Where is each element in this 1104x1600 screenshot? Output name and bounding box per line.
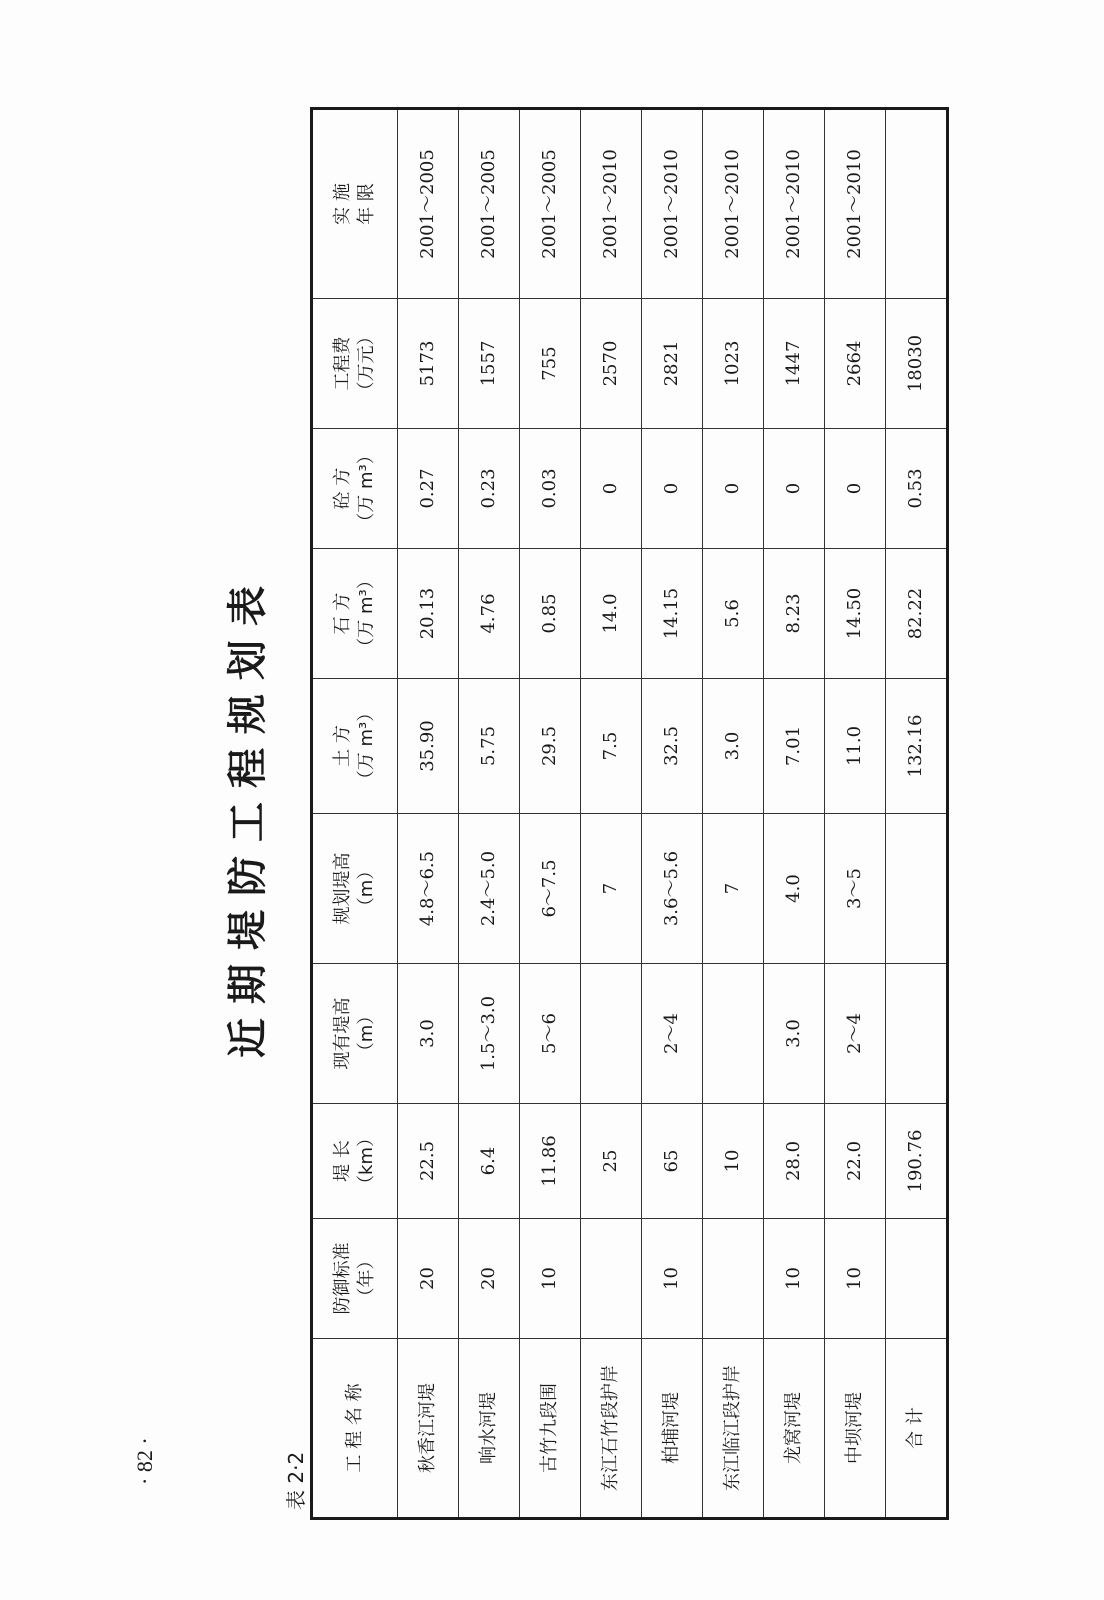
table-cell [886, 964, 948, 1104]
table-cell: 2001～2010 [703, 109, 764, 299]
project-name-cell: 中坝河堤 [825, 1339, 886, 1519]
table-cell: 2570 [581, 299, 642, 429]
table-cell: 1023 [703, 299, 764, 429]
table-cell: 29.5 [520, 679, 581, 814]
rotated-table-group [220, 110, 950, 1520]
project-name-cell: 东江石竹段护岸 [581, 1339, 642, 1519]
project-name-cell: 古竹九段围 [520, 1339, 581, 1519]
table-cell: 5.75 [459, 679, 520, 814]
project-name-cell: 合 计 [886, 1339, 948, 1519]
table-cell: 10 [764, 1219, 825, 1339]
table-cell: 11.86 [520, 1104, 581, 1219]
table-cell: 10 [825, 1219, 886, 1339]
levee-plan-table [310, 107, 949, 1520]
table-cell: 3.0 [398, 964, 459, 1104]
table-cell: 5.6 [703, 549, 764, 679]
table-cell: 190.76 [886, 1104, 948, 1219]
table-cell: 0.23 [459, 429, 520, 549]
table-cell: 14.15 [642, 549, 703, 679]
table-row [459, 109, 520, 1519]
table-cell: 3～5 [825, 814, 886, 964]
header-stonework: 石 方 （万 m³） [312, 549, 398, 679]
header-planned-height: 规划堤高 （m） [312, 814, 398, 964]
table-cell: 8.23 [764, 549, 825, 679]
table-row [825, 109, 886, 1519]
table-cell: 14.0 [581, 549, 642, 679]
table-cell: 2001～2010 [642, 109, 703, 299]
table-cell: 0.85 [520, 549, 581, 679]
table-cell: 20 [398, 1219, 459, 1339]
project-name-cell: 响水河堤 [459, 1339, 520, 1519]
table-cell: 2～4 [642, 964, 703, 1104]
table-cell: 5～6 [520, 964, 581, 1104]
table-cell: 132.16 [886, 679, 948, 814]
table-cell: 11.0 [825, 679, 886, 814]
table-cell: 6.4 [459, 1104, 520, 1219]
header-defense-standard: 防御标准 （年） [312, 1219, 398, 1339]
project-name-cell: 东江临江段护岸 [703, 1339, 764, 1519]
table-cell: 3.0 [764, 964, 825, 1104]
table-cell: 2001～2005 [459, 109, 520, 299]
table-cell: 6～7.5 [520, 814, 581, 964]
table-cell: 0 [581, 429, 642, 549]
page-title: 近期堤防工程规划表 [225, 572, 271, 1058]
project-name-cell: 秋香江河堤 [398, 1339, 459, 1519]
table-row [581, 109, 642, 1519]
table-cell: 0 [825, 429, 886, 549]
table-cell: 22.5 [398, 1104, 459, 1219]
table-cell: 755 [520, 299, 581, 429]
table-cell [581, 1219, 642, 1339]
table-cell: 28.0 [764, 1104, 825, 1219]
table-cell: 1447 [764, 299, 825, 429]
table-cell: 3.6～5.6 [642, 814, 703, 964]
table-cell: 2001～2010 [764, 109, 825, 299]
project-name-cell: 柏埔河堤 [642, 1339, 703, 1519]
table-cell: 25 [581, 1104, 642, 1219]
header-current-height: 现有堤高 （m） [312, 964, 398, 1104]
table-cell: 20 [459, 1219, 520, 1339]
table-cell: 20.13 [398, 549, 459, 679]
table-cell: 1557 [459, 299, 520, 429]
header-cost: 工程费 （万元） [312, 299, 398, 429]
page-number: · 82 · [132, 1437, 157, 1485]
table-row [520, 109, 581, 1519]
table-cell: 2821 [642, 299, 703, 429]
total-row [886, 109, 948, 1519]
table-row [703, 109, 764, 1519]
table-cell [703, 1219, 764, 1339]
table-cell: 82.22 [886, 549, 948, 679]
header-levee-length: 堤 长 （km） [312, 1104, 398, 1219]
table-cell: 2～4 [825, 964, 886, 1104]
table-cell: 7 [581, 814, 642, 964]
table-cell: 0.27 [398, 429, 459, 549]
table-cell [886, 814, 948, 964]
table-cell: 2001～2010 [825, 109, 886, 299]
table-cell: 4.76 [459, 549, 520, 679]
table-cell: 1.5～3.0 [459, 964, 520, 1104]
table-cell: 7 [703, 814, 764, 964]
project-name-cell: 龙窝河堤 [764, 1339, 825, 1519]
table-cell: 0 [703, 429, 764, 549]
table-label: 表 2·2 [284, 1451, 308, 1510]
table-cell: 5173 [398, 299, 459, 429]
table-cell: 10 [703, 1104, 764, 1219]
table-header-row [312, 109, 398, 1519]
table-cell: 10 [520, 1219, 581, 1339]
table-row [642, 109, 703, 1519]
table-cell: 3.0 [703, 679, 764, 814]
table-cell: 14.50 [825, 549, 886, 679]
header-earthwork: 土 方 （万 m³） [312, 679, 398, 814]
table-cell: 2.4～5.0 [459, 814, 520, 964]
header-project-name: 工 程 名 称 [312, 1339, 398, 1519]
table-cell: 2001～2005 [398, 109, 459, 299]
table-cell: 32.5 [642, 679, 703, 814]
table-cell: 4.8～6.5 [398, 814, 459, 964]
header-concrete: 砼 方 （万 m³） [312, 429, 398, 549]
table-cell: 7.5 [581, 679, 642, 814]
table-cell: 2001～2005 [520, 109, 581, 299]
table-cell: 35.90 [398, 679, 459, 814]
table-cell: 2001～2010 [581, 109, 642, 299]
table-cell: 10 [642, 1219, 703, 1339]
table-cell: 7.01 [764, 679, 825, 814]
table-cell: 0 [642, 429, 703, 549]
table-cell [886, 109, 948, 299]
table-cell [703, 964, 764, 1104]
table-cell: 2664 [825, 299, 886, 429]
header-period: 实 施 年 限 [312, 109, 398, 299]
table-row [398, 109, 459, 1519]
table-cell: 65 [642, 1104, 703, 1219]
table-cell: 0.03 [520, 429, 581, 549]
table-row [764, 109, 825, 1519]
table-cell: 18030 [886, 299, 948, 429]
table-cell: 0.53 [886, 429, 948, 549]
table-cell: 0 [764, 429, 825, 549]
table-cell [886, 1219, 948, 1339]
table-cell: 22.0 [825, 1104, 886, 1219]
table-cell: 4.0 [764, 814, 825, 964]
table-cell [581, 964, 642, 1104]
